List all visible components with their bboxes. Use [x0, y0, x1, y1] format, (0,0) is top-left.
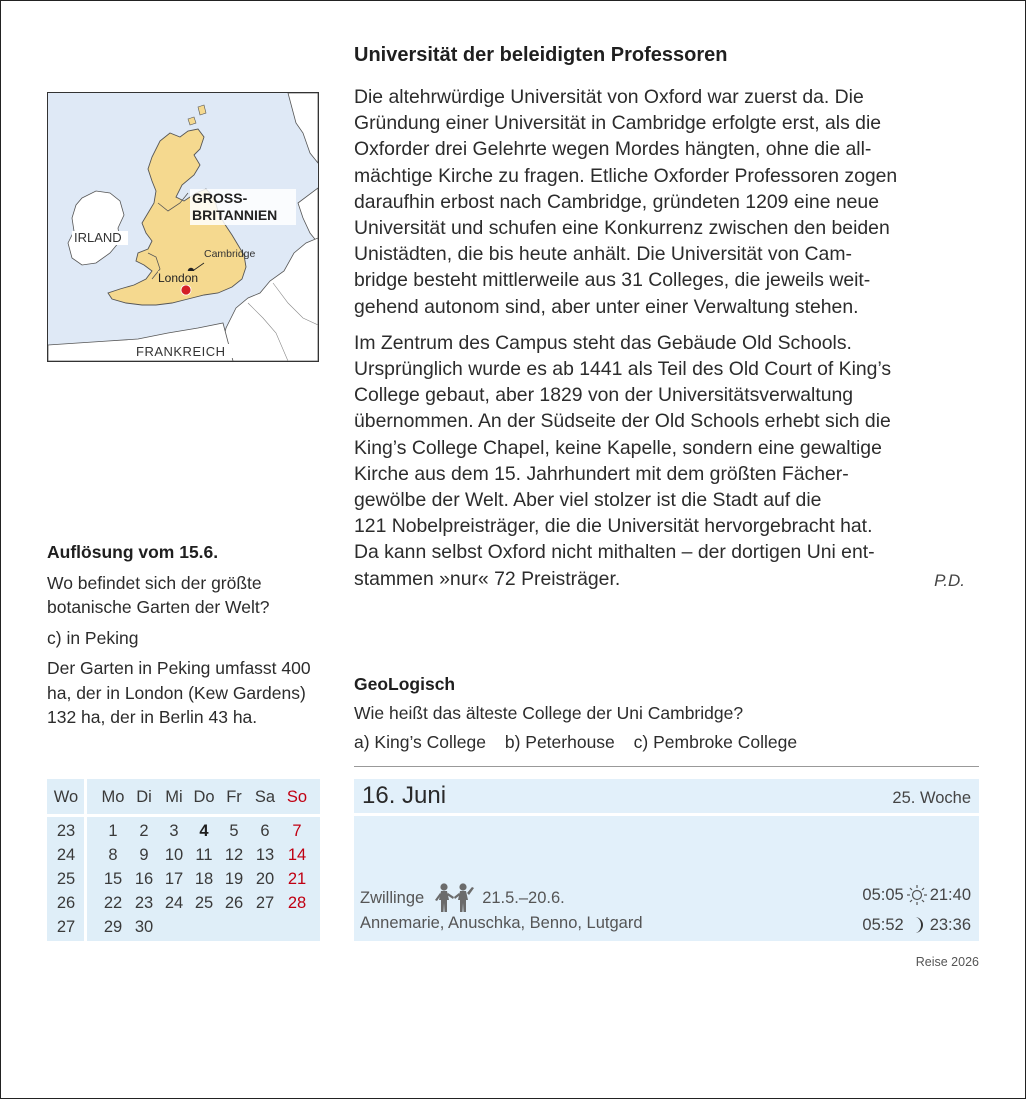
map-label-ireland: IRLAND [74, 230, 122, 245]
article-line: mächtige Kirche zu fragen. Etliche Oxforder Professoren zogen [354, 164, 898, 187]
solution-question: Wo befindet sich der größte botanische Garten der Welt? [47, 572, 270, 617]
calendar-day: 9 [139, 846, 149, 864]
calendar-day-header: Di [136, 788, 152, 806]
calendar-day: 13 [255, 846, 275, 864]
article-line: gehend autonom sind, aber unter einer Verwaltung stehen. [354, 295, 859, 318]
calendar-week-number: 23 [56, 822, 76, 840]
article-line: King’s College Chapel, keine Kapelle, sondern eine gewaltige [354, 436, 882, 459]
geo-answer-a: a) King’s College [354, 732, 486, 752]
map-britain [47, 92, 319, 362]
solution-answer: c) in Peking [47, 627, 139, 648]
calendar-week-number: 24 [56, 846, 76, 864]
calendar-day: 2 [139, 822, 149, 840]
calendar-day: 15 [103, 870, 123, 888]
calendar-day: 22 [103, 894, 123, 912]
sun-icon [906, 884, 928, 906]
calendar-day-header: Fr [226, 788, 242, 806]
article-paragraph-2 [354, 330, 979, 592]
author-initials: P.D. [934, 570, 965, 590]
calendar-day: 12 [224, 846, 244, 864]
geo-answer-c: c) Pembroke College [633, 732, 798, 752]
calendar-week-header: Wo [53, 788, 79, 806]
name-days: Annemarie, Anuschka, Benno, Lutgard [360, 914, 643, 932]
article-line: Unistädten, die bis heute anhält. Die Universität von Cam- [354, 243, 852, 266]
article-paragraph-1 [354, 84, 979, 320]
map-label-france: FRANKREICH [136, 344, 226, 359]
calendar-day: 19 [224, 870, 244, 888]
day-panel [354, 779, 979, 941]
calendar-day: 11 [195, 846, 213, 864]
geo-answers [354, 728, 979, 757]
sunrise-time: 05:05 [862, 885, 904, 904]
map-label-gb [192, 190, 277, 224]
calendar-day: 8 [108, 846, 118, 864]
sun-times [862, 884, 971, 906]
calendar-day: 4 [199, 822, 209, 840]
solution-block [47, 540, 327, 736]
map-label-cambridge: Cambridge [204, 248, 256, 260]
calendar-day: 14 [287, 846, 307, 864]
calendar-day-header: Do [193, 788, 215, 806]
article-line: Kirche aus dem 15. Jahrhundert mit dem größten Fächer- [354, 462, 849, 485]
calendar-day: 3 [169, 822, 179, 840]
calendar-day: 26 [224, 894, 244, 912]
calendar-day: 24 [164, 894, 184, 912]
geo-heading: GeoLogisch [354, 674, 456, 694]
calendar-day: 25 [194, 894, 214, 912]
calendar-day: 7 [292, 822, 302, 840]
article-line: übernommen. An der Südseite der Old Schools erhebt sich die [354, 410, 891, 433]
calendar-day: 6 [260, 822, 270, 840]
calendar-week-number: 27 [56, 918, 76, 936]
article-line: bridge besteht mittlerweile aus 31 Colleges, die jeweils weit- [354, 269, 871, 292]
calendar-day: 17 [164, 870, 184, 888]
footer-label: Reise 2026 [915, 955, 979, 969]
article-line: Die altehrwürdige Universität von Oxford war zuerst da. Die [354, 86, 864, 108]
calendar-day: 28 [287, 894, 307, 912]
calendar-day: 27 [255, 894, 275, 912]
article-line [354, 566, 979, 592]
day-header [354, 779, 979, 816]
day-date: 16. Juni [362, 782, 447, 809]
article-body [354, 84, 979, 602]
article-line: 121 Nobelpreisträger, die die Universität hervorgebracht hat. [354, 515, 873, 538]
calendar-week-number: 25 [56, 870, 76, 888]
calendar-day: 16 [134, 870, 154, 888]
calendar-day: 30 [134, 918, 154, 936]
map-label-gb-2: BRITANNIEN [192, 207, 278, 223]
moonrise-time: 05:52 [862, 915, 904, 934]
calendar-day-header: Mi [165, 788, 183, 806]
calendar-day: 20 [255, 870, 275, 888]
moonset-time: 23:36 [929, 915, 971, 934]
article-line: College gebaut, aber 1829 von der Universitätsverwaltung [354, 384, 854, 407]
map-label-gb-1: GROSS- [192, 190, 248, 206]
divider [354, 766, 979, 767]
calendar-day-header: Sa [254, 788, 276, 806]
article-line: Universität und schufen eine Konkurrenz zwischen den beiden [354, 217, 890, 240]
calendar-day: 1 [108, 822, 118, 840]
zodiac-range: 21.5.–20.6. [482, 888, 565, 907]
article-line: Im Zentrum des Campus steht das Gebäude Old Schools. [354, 331, 852, 354]
calendar-day: 5 [229, 822, 239, 840]
calendar-day: 10 [164, 846, 184, 864]
article-line: Oxforder drei Gelehrte wegen Mordes hängten, ohne die all- [354, 138, 872, 161]
calendar-day: 29 [103, 918, 123, 936]
geo-answer-b: b) Peterhouse [504, 732, 615, 752]
gemini-icon [432, 883, 476, 913]
article-line: gewölbe der Welt. Aber viel stolzer ist die Stadt auf die [354, 489, 822, 512]
moon-times [862, 914, 971, 936]
moon-icon [906, 914, 928, 936]
geo-quiz [354, 670, 979, 757]
mini-calendar [47, 779, 320, 941]
calendar-day: 23 [134, 894, 154, 912]
calendar-day-header: Mo [101, 788, 125, 806]
map-label-london: London [158, 271, 199, 285]
zodiac-row [360, 883, 565, 913]
calendar-header-divider [47, 814, 320, 817]
solution-explanation: Der Garten in Peking umfasst 400 ha, der in London (Kew Gardens) 132 ha, der in Berlin 43 ha. [47, 658, 311, 727]
calendar-day: 21 [287, 870, 307, 888]
calendar-week-number: 26 [56, 894, 76, 912]
article-line: Da kann selbst Oxford nicht mithalten – der dortigen Uni ent- [354, 541, 875, 564]
solution-heading: Auflösung vom 15.6. [47, 542, 219, 562]
article-title: Universität der beleidigten Professoren [354, 44, 728, 66]
article-line: Ursprünglich wurde es ab 1441 als Teil des Old Court of King’s [354, 358, 892, 381]
article-line: Gründung einer Universität in Cambridge erfolgte erst, als die [354, 112, 882, 135]
article-last-line-text: stammen »nur« 72 Preisträger. [354, 567, 621, 590]
zodiac-name: Zwillinge [360, 888, 425, 907]
calendar-day-header: So [286, 788, 308, 806]
article-line: daraufhin erbost nach Cambridge, gründeten 1209 eine neue [354, 190, 880, 213]
geo-question: Wie heißt das älteste College der Uni Cambridge? [354, 703, 744, 723]
day-week: 25. Woche [892, 789, 971, 807]
sunset-time: 21:40 [929, 885, 971, 904]
calendar-day: 18 [194, 870, 214, 888]
